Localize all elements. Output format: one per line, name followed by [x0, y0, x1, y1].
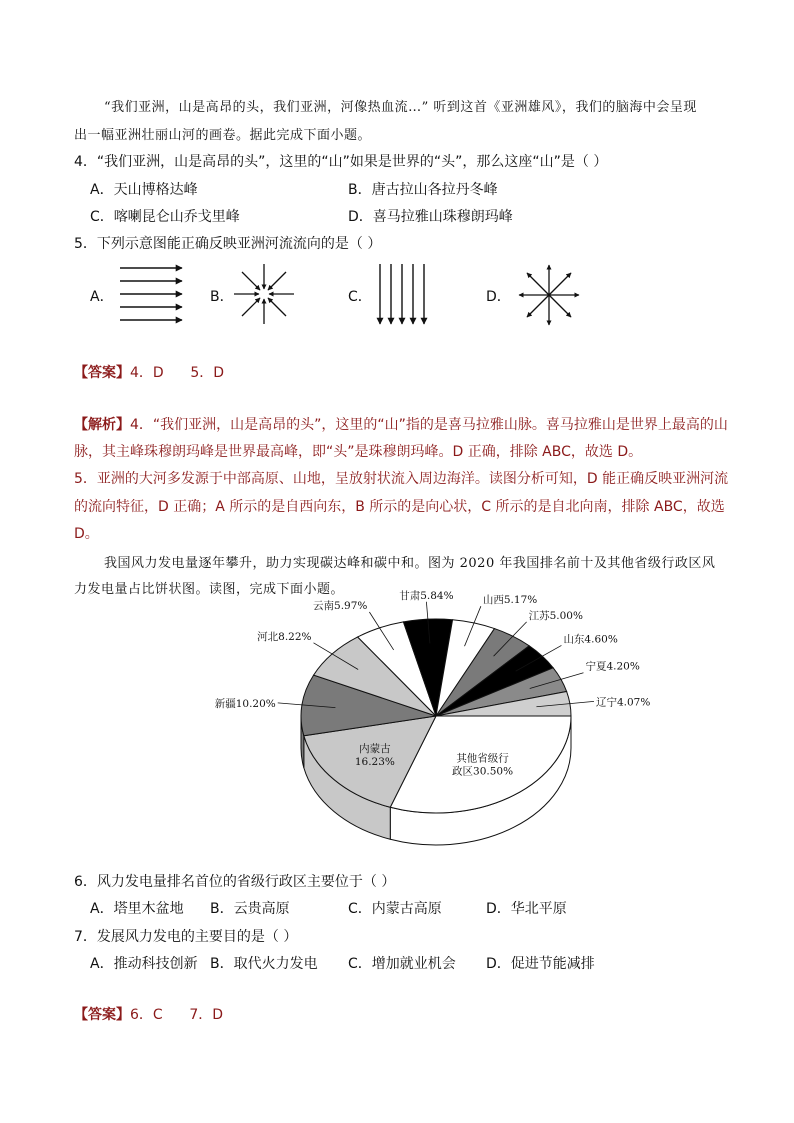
pie-label-6: 山西5.17%	[482, 594, 538, 607]
q6-option-c: C．内蒙古高原	[348, 901, 442, 917]
answer-text: 4．D 5．D	[130, 365, 225, 381]
q5-label-d: D．	[486, 289, 511, 305]
passage2-line1: 我国风力发电量逐年攀升，助力实现碳达峰和碳中和。图为 2020 年我国排名前十及其他省级行政区风	[104, 556, 716, 571]
passage1-line1: “我们亚洲，山是高昂的头，我们亚洲，河像热血流…” 听到这首《亚洲雄风》，我们的脑海中会呈现	[104, 100, 697, 115]
pie-label-9: 宁夏4.20%	[585, 660, 640, 673]
q6-option-d: D．华北平原	[486, 901, 567, 917]
pie-label-7: 江苏5.00%	[528, 609, 583, 622]
answer-text-2: 6．C 7．D	[130, 1007, 224, 1023]
q5-label-b: B．	[210, 289, 234, 305]
west-to-east-arrows-icon	[116, 262, 186, 326]
pie-label-5: 甘肃5.84%	[399, 589, 454, 602]
analysis-tag: 【解析】	[74, 417, 130, 433]
q4-stem: 4．“我们亚洲，山是高昂的头”，这里的“山”如果是世界的“头”，那么这座“山”是（ ）	[74, 154, 608, 170]
pie-label-2: 新疆10.20%	[214, 697, 276, 710]
passage1-line2: 出一幅亚洲壮丽山河的画卷。据此完成下面小题。	[74, 128, 372, 143]
q7-option-d: D．促进节能减排	[486, 956, 595, 972]
q5-label-a: A．	[90, 289, 114, 305]
answer-block-1	[74, 362, 224, 382]
analysis-line3: 5．亚洲的大河多发源于中部高原、山地，呈放射状流入周边海洋。读图分析可知，D 能正确反映亚洲河流	[74, 471, 729, 487]
q4-option-a: A．天山博格达峰	[90, 182, 198, 198]
north-to-south-arrows-icon	[374, 262, 430, 328]
pie-label-3: 河北8.22%	[257, 630, 312, 643]
pie-label-1-a: 内蒙古	[359, 743, 391, 756]
radial-outward-arrows-icon	[516, 262, 582, 328]
q6-option-b: B．云贵高原	[210, 901, 290, 917]
pie-label-0-b: 政区30.50%	[452, 765, 514, 778]
q6-stem: 6．风力发电量排名首位的省级行政区主要位于（ ）	[74, 874, 396, 890]
analysis-line4: 的流向特征，D 正确；A 所示的是自西向东，B 所示的是向心状，C 所示的是自北向南，排除 ABC，故选	[74, 499, 725, 515]
q7-option-b: B．取代火力发电	[210, 956, 318, 972]
passage2-line2: 力发电量占比饼状图。读图，完成下面小题。	[74, 582, 345, 597]
q4-option-b: B．唐古拉山各拉丹冬峰	[348, 182, 498, 198]
analysis-text-1: 4．“我们亚洲，山是高昂的头”，这里的“山”指的是喜马拉雅山脉。喜马拉雅山是世界上最高的山	[130, 417, 728, 433]
q7-stem: 7．发展风力发电的主要目的是（ ）	[74, 929, 298, 945]
pie-label-0-a: 其他省级行	[456, 752, 509, 765]
pie-label-8: 山东4.60%	[563, 633, 618, 646]
q5-stem: 5．下列示意图能正确反映亚洲河流流向的是（ ）	[74, 236, 382, 252]
q5-label-c: C．	[348, 289, 372, 305]
pie-label-1-b: 16.23%	[354, 756, 395, 769]
analysis-line1	[74, 414, 728, 434]
q6-option-a: A．塔里木盆地	[90, 901, 184, 917]
answer-tag: 【答案】	[74, 365, 130, 381]
answer-tag-2: 【答案】	[74, 1007, 130, 1023]
analysis-line2: 脉，其主峰珠穆朗玛峰是世界最高峰，即“头”是珠穆朗玛峰。D 正确，排除 ABC，故选 D。	[74, 444, 643, 460]
answer-block-2	[74, 1004, 223, 1024]
analysis-line5: D。	[74, 526, 99, 542]
q7-option-a: A．推动科技创新	[90, 956, 198, 972]
q4-option-d: D．喜马拉雅山珠穆朗玛峰	[348, 209, 513, 225]
pie-label-10: 辽宁4.07%	[595, 696, 651, 709]
centripetal-arrows-icon	[232, 262, 296, 326]
pie-label-4: 云南5.97%	[313, 600, 368, 613]
wind-power-pie-chart	[214, 589, 651, 866]
q4-option-c: C．喀喇昆仑山乔戈里峰	[90, 209, 240, 225]
q7-option-c: C．增加就业机会	[348, 956, 456, 972]
